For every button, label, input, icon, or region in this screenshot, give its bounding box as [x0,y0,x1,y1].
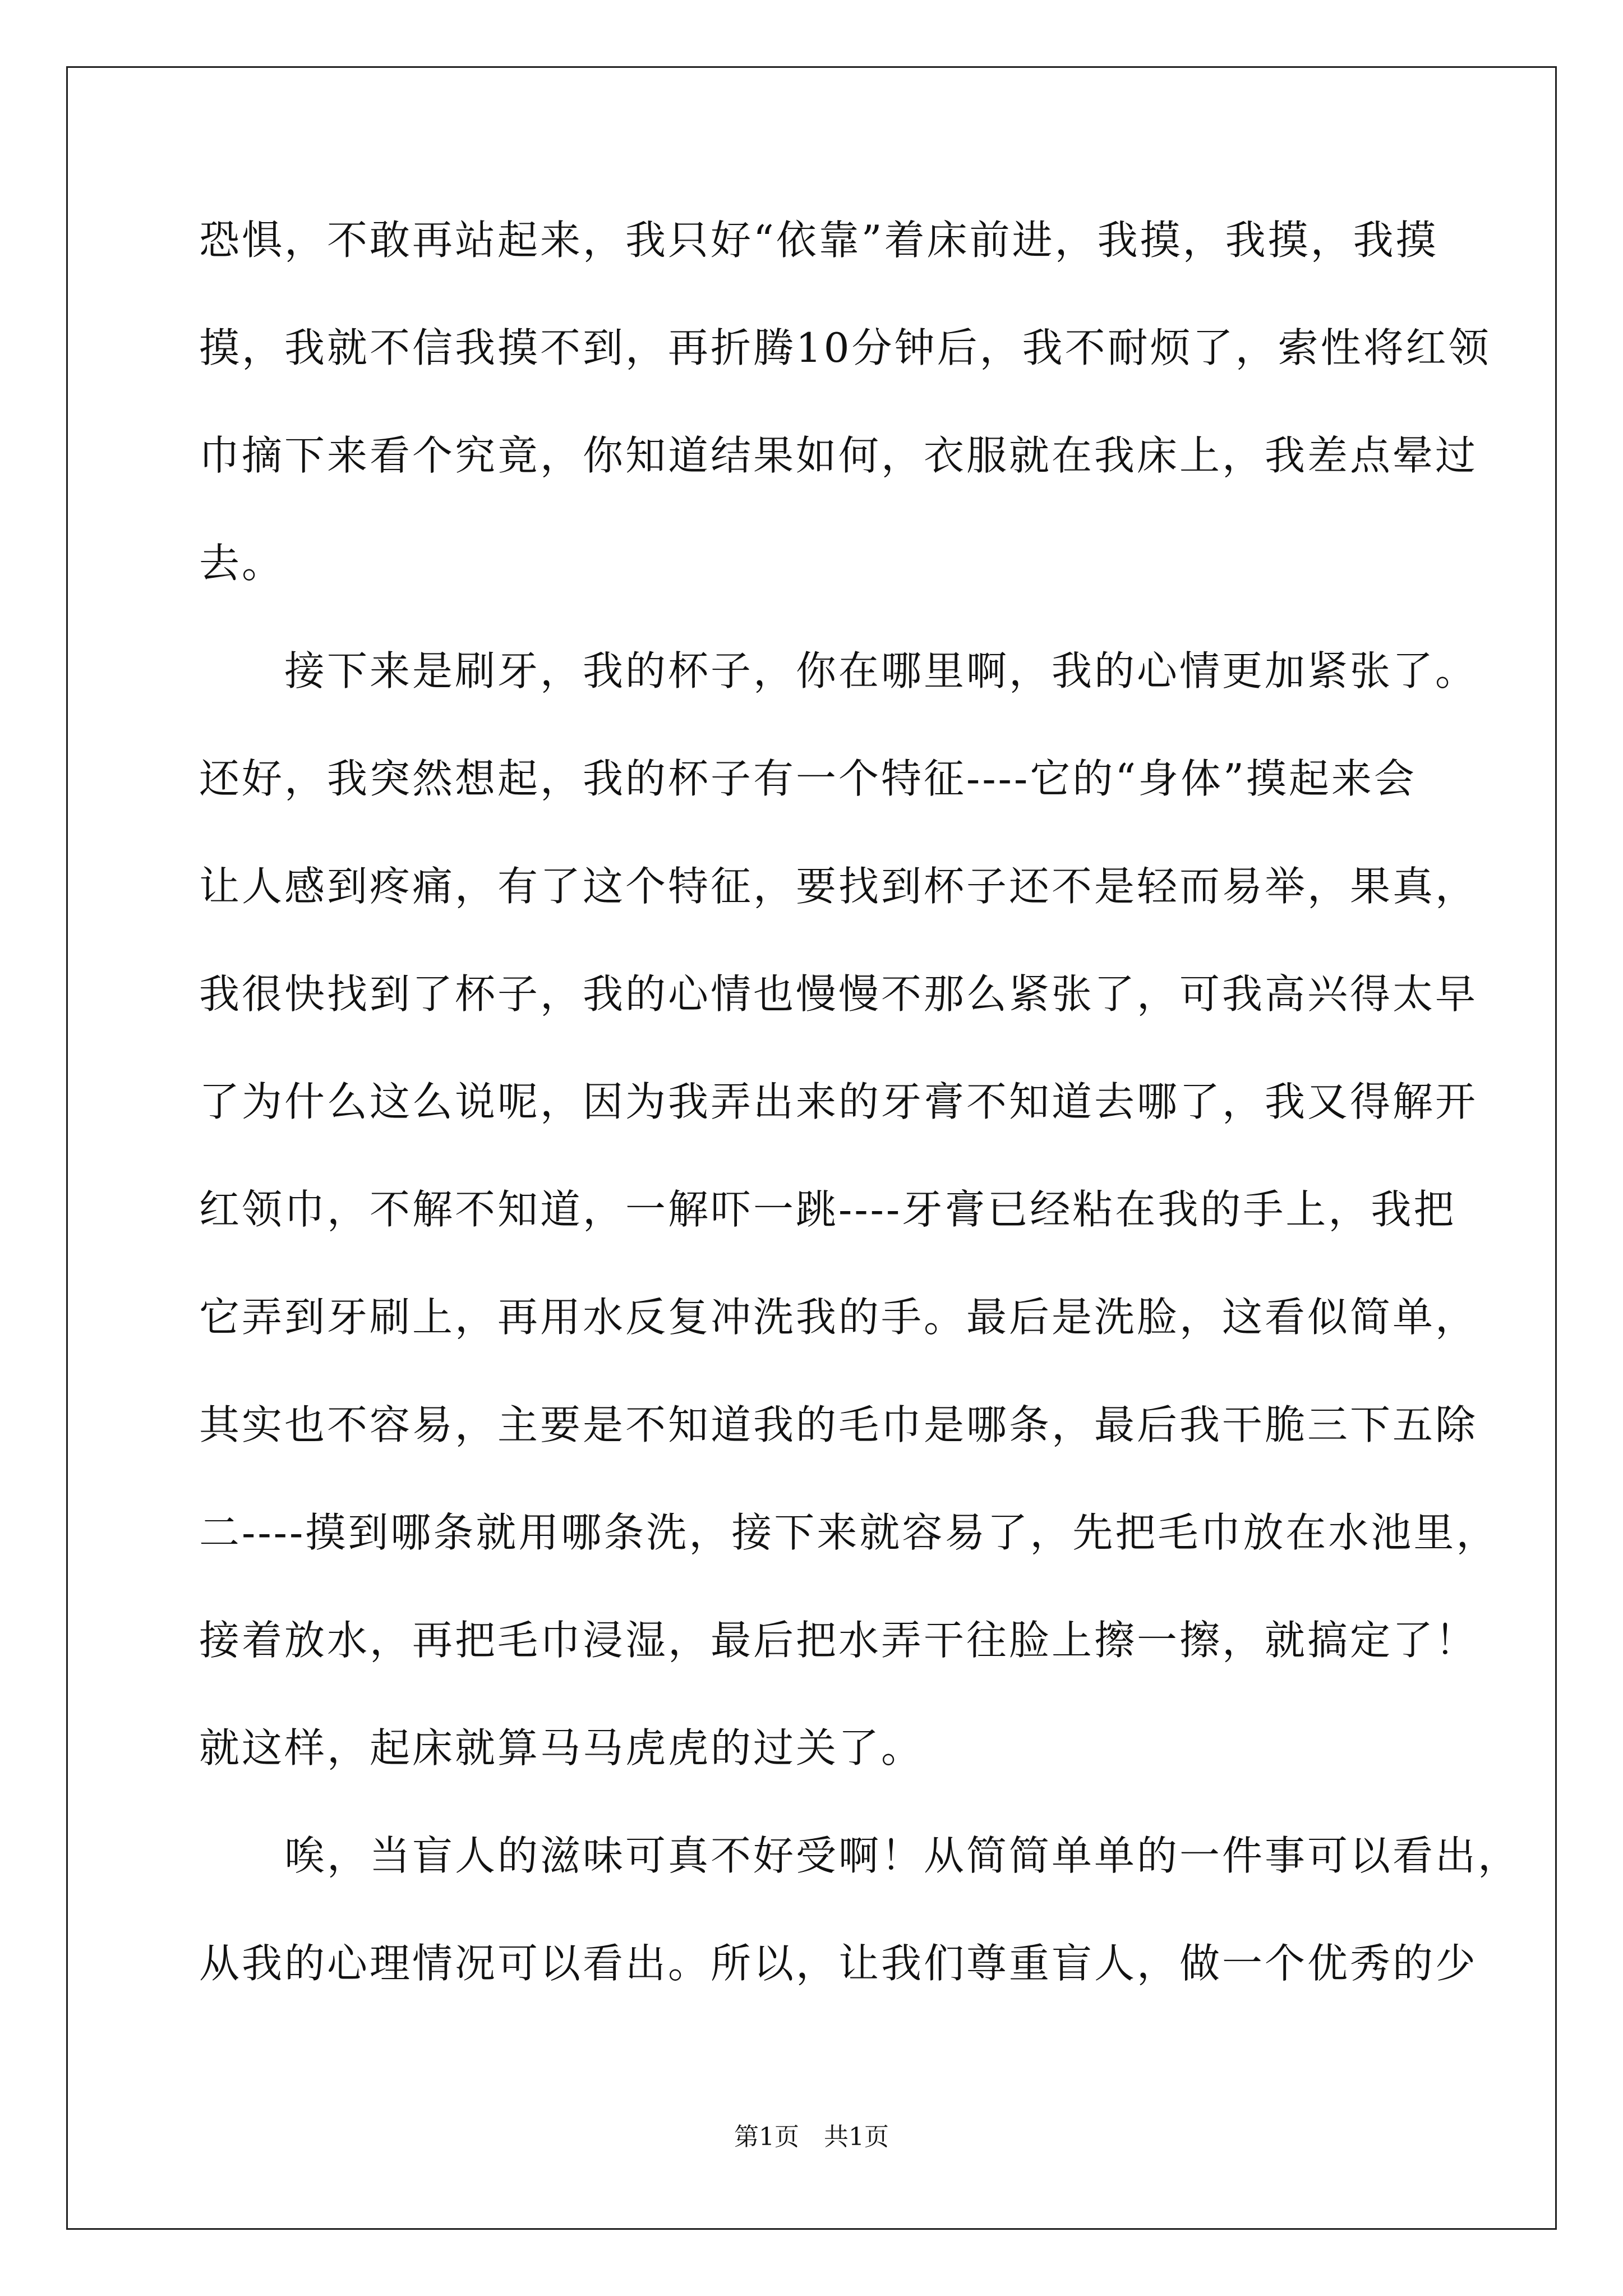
text-line: 巾摘下来看个究竟，你知道结果如何，衣服就在我床上，我差点晕过 [199,432,1478,479]
document-body [199,213,1521,2044]
text-line: 接着放水，再把毛巾浸湿，最后把水弄干往脸上擦一擦，就搞定了！ [199,1617,1478,1664]
text-line: 了为什么这么说呢，因为我弄出来的牙膏不知道去哪了，我又得解开 [199,1078,1478,1125]
text-line: 其实也不容易，主要是不知道我的毛巾是哪条，最后我干脆三下五除 [199,1401,1478,1448]
text-line: 接下来是刷牙，我的杯子，你在哪里啊，我的心情更加紧张了。 [199,647,1478,694]
text-line: 恐惧，不敢再站起来，我只好“依靠”着床前进，我摸，我摸，我摸 [199,217,1438,264]
text-line: 摸，我就不信我摸不到，再折腾10分钟后，我不耐烦了，索性将红领 [199,324,1491,371]
text-line: 从我的心理情况可以看出。所以，让我们尊重盲人，做一个优秀的少 [199,1940,1478,1987]
text-line: 我很快找到了杯子，我的心情也慢慢不那么紧张了，可我高兴得太早 [199,970,1478,1018]
text-line: 唉，当盲人的滋味可真不好受啊！从简简单单的一件事可以看出， [199,1832,1521,1879]
text-line: 它弄到牙刷上，再用水反复冲洗我的手。最后是洗脸，这看似简单， [199,1294,1478,1341]
page-footer: 第1页 共1页 [734,2123,889,2151]
text-line: 二----摸到哪条就用哪条洗，接下来就容易了，先把毛巾放在水池里， [199,1509,1499,1556]
text-line: 还好，我突然想起，我的杯子有一个特征----它的“身体”摸起来会 [199,755,1417,802]
text-line: 就这样，起床就算马马虎虎的过关了。 [199,1724,924,1772]
text-line: 红领巾，不解不知道，一解吓一跳----牙膏已经粘在我的手上，我把 [199,1186,1456,1233]
text-line: 让人感到疼痛，有了这个特征，要找到杯子还不是轻而易举，果真， [199,863,1478,910]
text-line: 去。 [199,540,285,587]
